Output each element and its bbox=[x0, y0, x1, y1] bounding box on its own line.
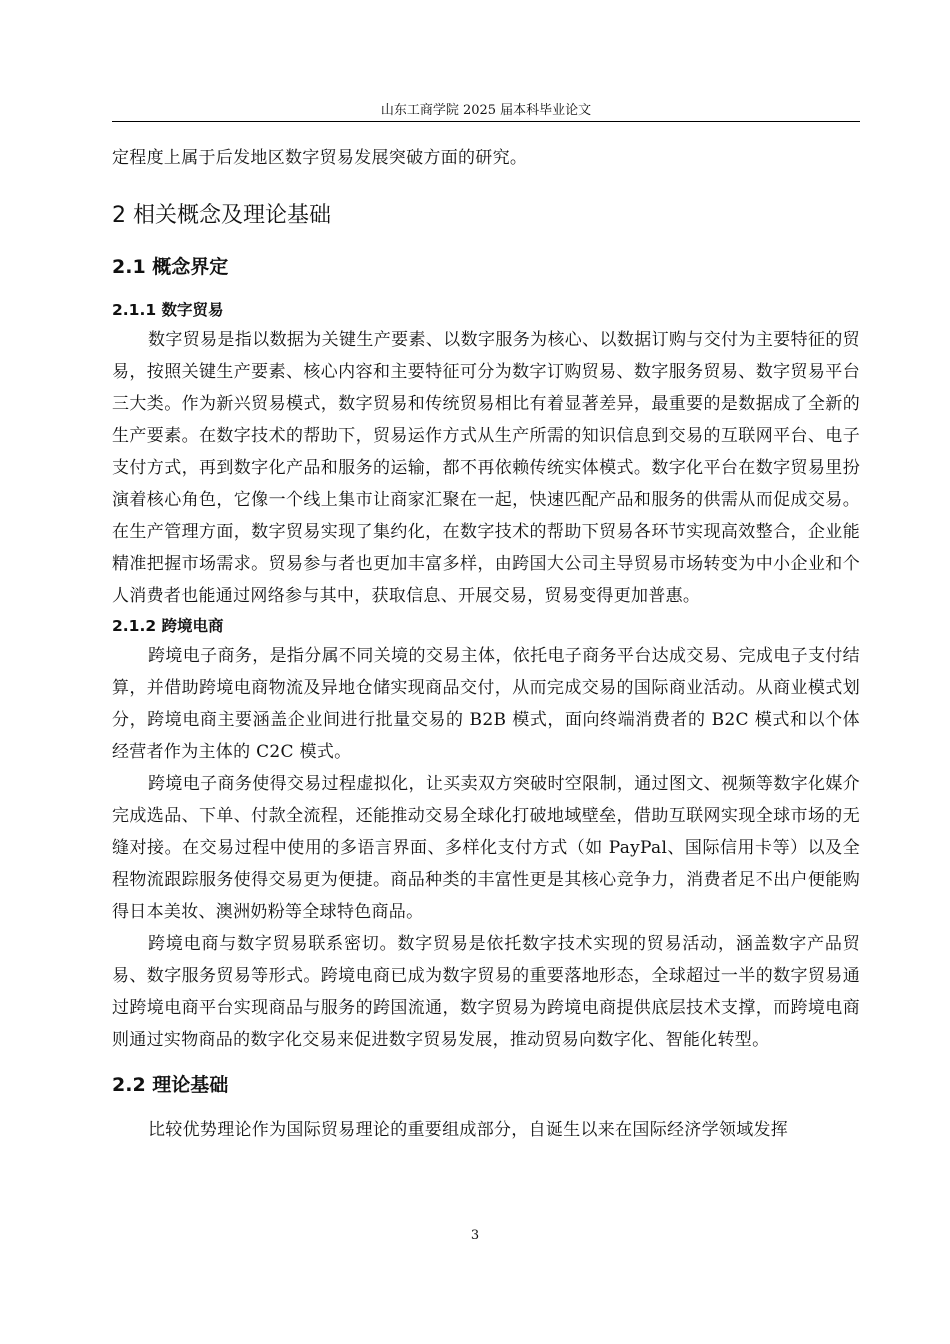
cross-border-paragraph-2: 跨境电子商务使得交易过程虚拟化，让买卖双方突破时空限制，通过图文、视频等数字化媒介完成选品、下单、付款全流程，还能推动交易全球化打破地域壁垒，借助互联网实现全球市场的无缝对接。在交易过程中使用的多语言界面、多样化支付方式（如 PayPal、国际信用卡等）以及全程物流跟踪服务使得交易更为便捷。商品种类的丰富性更是其核心竞争力，消费者足不出户便能购得日本美妆、澳洲奶粉等全球特色商品。 bbox=[112, 774, 860, 922]
cross-border-paragraph-1: 跨境电子商务，是指分属不同关境的交易主体，依托电子商务平台达成交易、完成电子支付结算，并借助跨境电商物流及异地仓储实现商品交付，从而完成交易的国际商业活动。从商业模式划分，跨境电商主要涵盖企业间进行批量交易的 B2B 模式，面向终端消费者的 B2C 模式和以个体经营者作为主体的 C2C 模式。 bbox=[112, 646, 860, 762]
running-header: 山东工商学院 2025 届本科毕业论文 bbox=[380, 103, 592, 118]
subsection-2-1-2-title: 2.1.2 跨境电商 bbox=[112, 617, 224, 635]
intro-paragraph: 定程度上属于后发地区数字贸易发展突破方面的研究。 bbox=[112, 148, 528, 168]
section-2-2-title: 2.2 理论基础 bbox=[112, 1074, 229, 1096]
cross-border-paragraph-3: 跨境电商与数字贸易联系密切。数字贸易是依托数字技术实现的贸易活动，涵盖数字产品贸易、数字服务贸易等形式。跨境电商已成为数字贸易的重要落地形态，全球超过一半的数字贸易通过跨境电商平台实现商品与服务的跨国流通，数字贸易为跨境电商提供底层技术支撑，而跨境电商则通过实物商品的数字化交易来促进数字贸易发展，推动贸易向数字化、智能化转型。 bbox=[112, 934, 860, 1050]
theory-paragraph: 比较优势理论作为国际贸易理论的重要组成部分，自诞生以来在国际经济学领域发挥 bbox=[148, 1120, 789, 1140]
page-number: 3 bbox=[470, 1228, 480, 1243]
digital-trade-paragraph: 数字贸易是指以数据为关键生产要素、以数字服务为核心、以数据订购与交付为主要特征的贸易，按照关键生产要素、核心内容和主要特征可分为数字订购贸易、数字服务贸易、数字贸易平台三大类。作为新兴贸易模式，数字贸易和传统贸易相比有着显著差异，最重要的是数据成了全新的生产要素。在数字技术的帮助下，贸易运作方式从生产所需的知识信息到交易的互联网平台、电子支付方式，再到数字化产品和服务的运输，都不再依赖传统实体模式。数字化平台在数字贸易里扮演着核心角色，它像一个线上集市让商家汇聚在一起，快速匹配产品和服务的供需从而促成交易。在生产管理方面，数字贸易实现了集约化，在数字技术的帮助下贸易各环节实现高效整合，企业能精准把握市场需求。贸易参与者也更加丰富多样，由跨国大公司主导贸易市场转变为中小企业和个人消费者也能通过网络参与其中，获取信息、开展交易，贸易变得更加普惠。 bbox=[112, 330, 860, 606]
subsection-2-1-1-title: 2.1.1 数字贸易 bbox=[112, 301, 224, 319]
header-divider bbox=[112, 121, 860, 122]
page-body bbox=[112, 142, 860, 1146]
chapter-title: 2 相关概念及理论基础 bbox=[112, 203, 331, 228]
section-2-1-title: 2.1 概念界定 bbox=[112, 256, 229, 278]
